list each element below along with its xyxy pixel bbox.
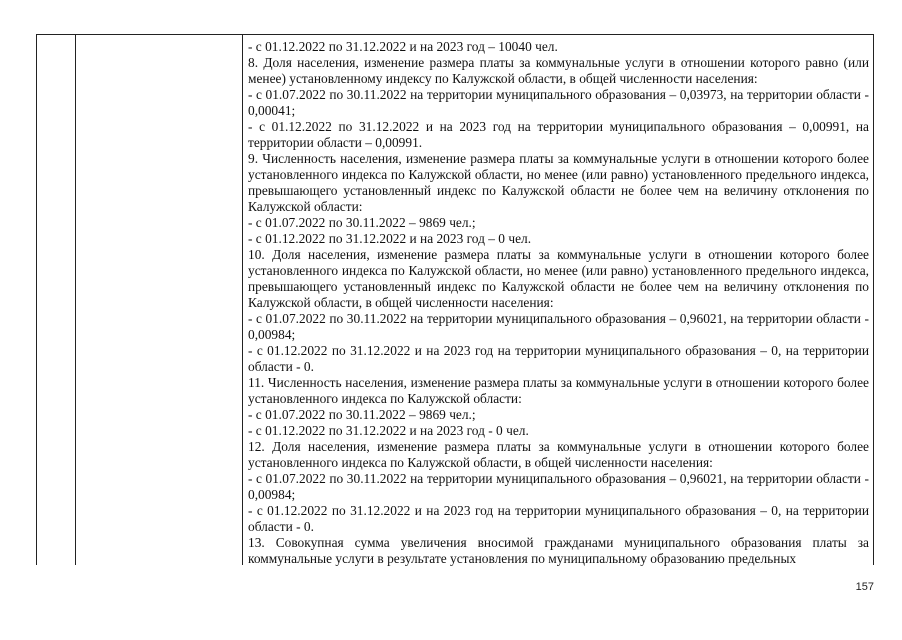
paragraph: 11. Численность населения, изменение размера платы за коммунальные услуги в отношении которого более установленного индекса по Калужской области: <box>248 375 869 406</box>
paragraph: - с 01.12.2022 по 31.12.2022 и на 2023 год – 10040 чел. <box>248 39 558 54</box>
paragraph: - с 01.07.2022 по 30.11.2022 на территории муниципального образования – 0,03973, на территории области - 0,00041; <box>248 87 869 118</box>
paragraph: - с 01.12.2022 по 31.12.2022 и на 2023 год на территории муниципального образования – 0, на территории области - 0. <box>248 503 869 534</box>
paragraph: 8. Доля населения, изменение размера платы за коммунальные услуги в отношении которого равно (или менее) установленному индексу по Калужской области, в общей численности населения: <box>248 55 869 86</box>
paragraph: - с 01.07.2022 по 30.11.2022 – 9869 чел.; <box>248 407 476 422</box>
paragraph: 10. Доля населения, изменение размера платы за коммунальные услуги в отношении которого более установленного индекса по Калужской области, но менее (или равно) установленного предельного индекса, превышающего установленный индекс по Калужской области не более чем на величину отклонения по Калужской области, в общей численности населения: <box>248 247 869 310</box>
document-table <box>36 34 874 565</box>
paragraph: - с 01.12.2022 по 31.12.2022 и на 2023 год – 0 чел. <box>248 231 532 246</box>
paragraph: - с 01.12.2022 по 31.12.2022 и на 2023 год на территории муниципального образования – 0, на территории области - 0. <box>248 343 869 374</box>
paragraph: - с 01.07.2022 по 30.11.2022 – 9869 чел.; <box>248 215 476 230</box>
table-column-divider <box>242 35 243 565</box>
paragraph: - с 01.12.2022 по 31.12.2022 и на 2023 год на территории муниципального образования – 0,00991, на территории области – 0,00991. <box>248 119 869 150</box>
paragraph: 13. Совокупная сумма увеличения вносимой гражданами муниципального образования платы за коммунальные услуги в результате установления по муниципальному образованию предельных <box>248 535 869 566</box>
paragraph: 9. Численность населения, изменение размера платы за коммунальные услуги в отношении которого более установленного индекса по Калужской области, но менее (или равно) установленного предельного индекса, превышающего установленный индекс по Калужской области не более чем на величину отклонения по Калужской области: <box>248 151 869 214</box>
paragraph: 12. Доля населения, изменение размера платы за коммунальные услуги в отношении которого более установленного индекса по Калужской области, в общей численности населения: <box>248 439 869 470</box>
paragraph: - с 01.07.2022 по 30.11.2022 на территории муниципального образования – 0,96021, на территории области - 0,00984; <box>248 471 869 502</box>
table-cell-text <box>248 39 869 566</box>
paragraph: - с 01.07.2022 по 30.11.2022 на территории муниципального образования – 0,96021, на территории области - 0,00984; <box>248 311 869 342</box>
table-column-divider <box>75 35 76 565</box>
paragraph: - с 01.12.2022 по 31.12.2022 и на 2023 год - 0 чел. <box>248 423 529 438</box>
page-number: 157 <box>855 581 874 593</box>
